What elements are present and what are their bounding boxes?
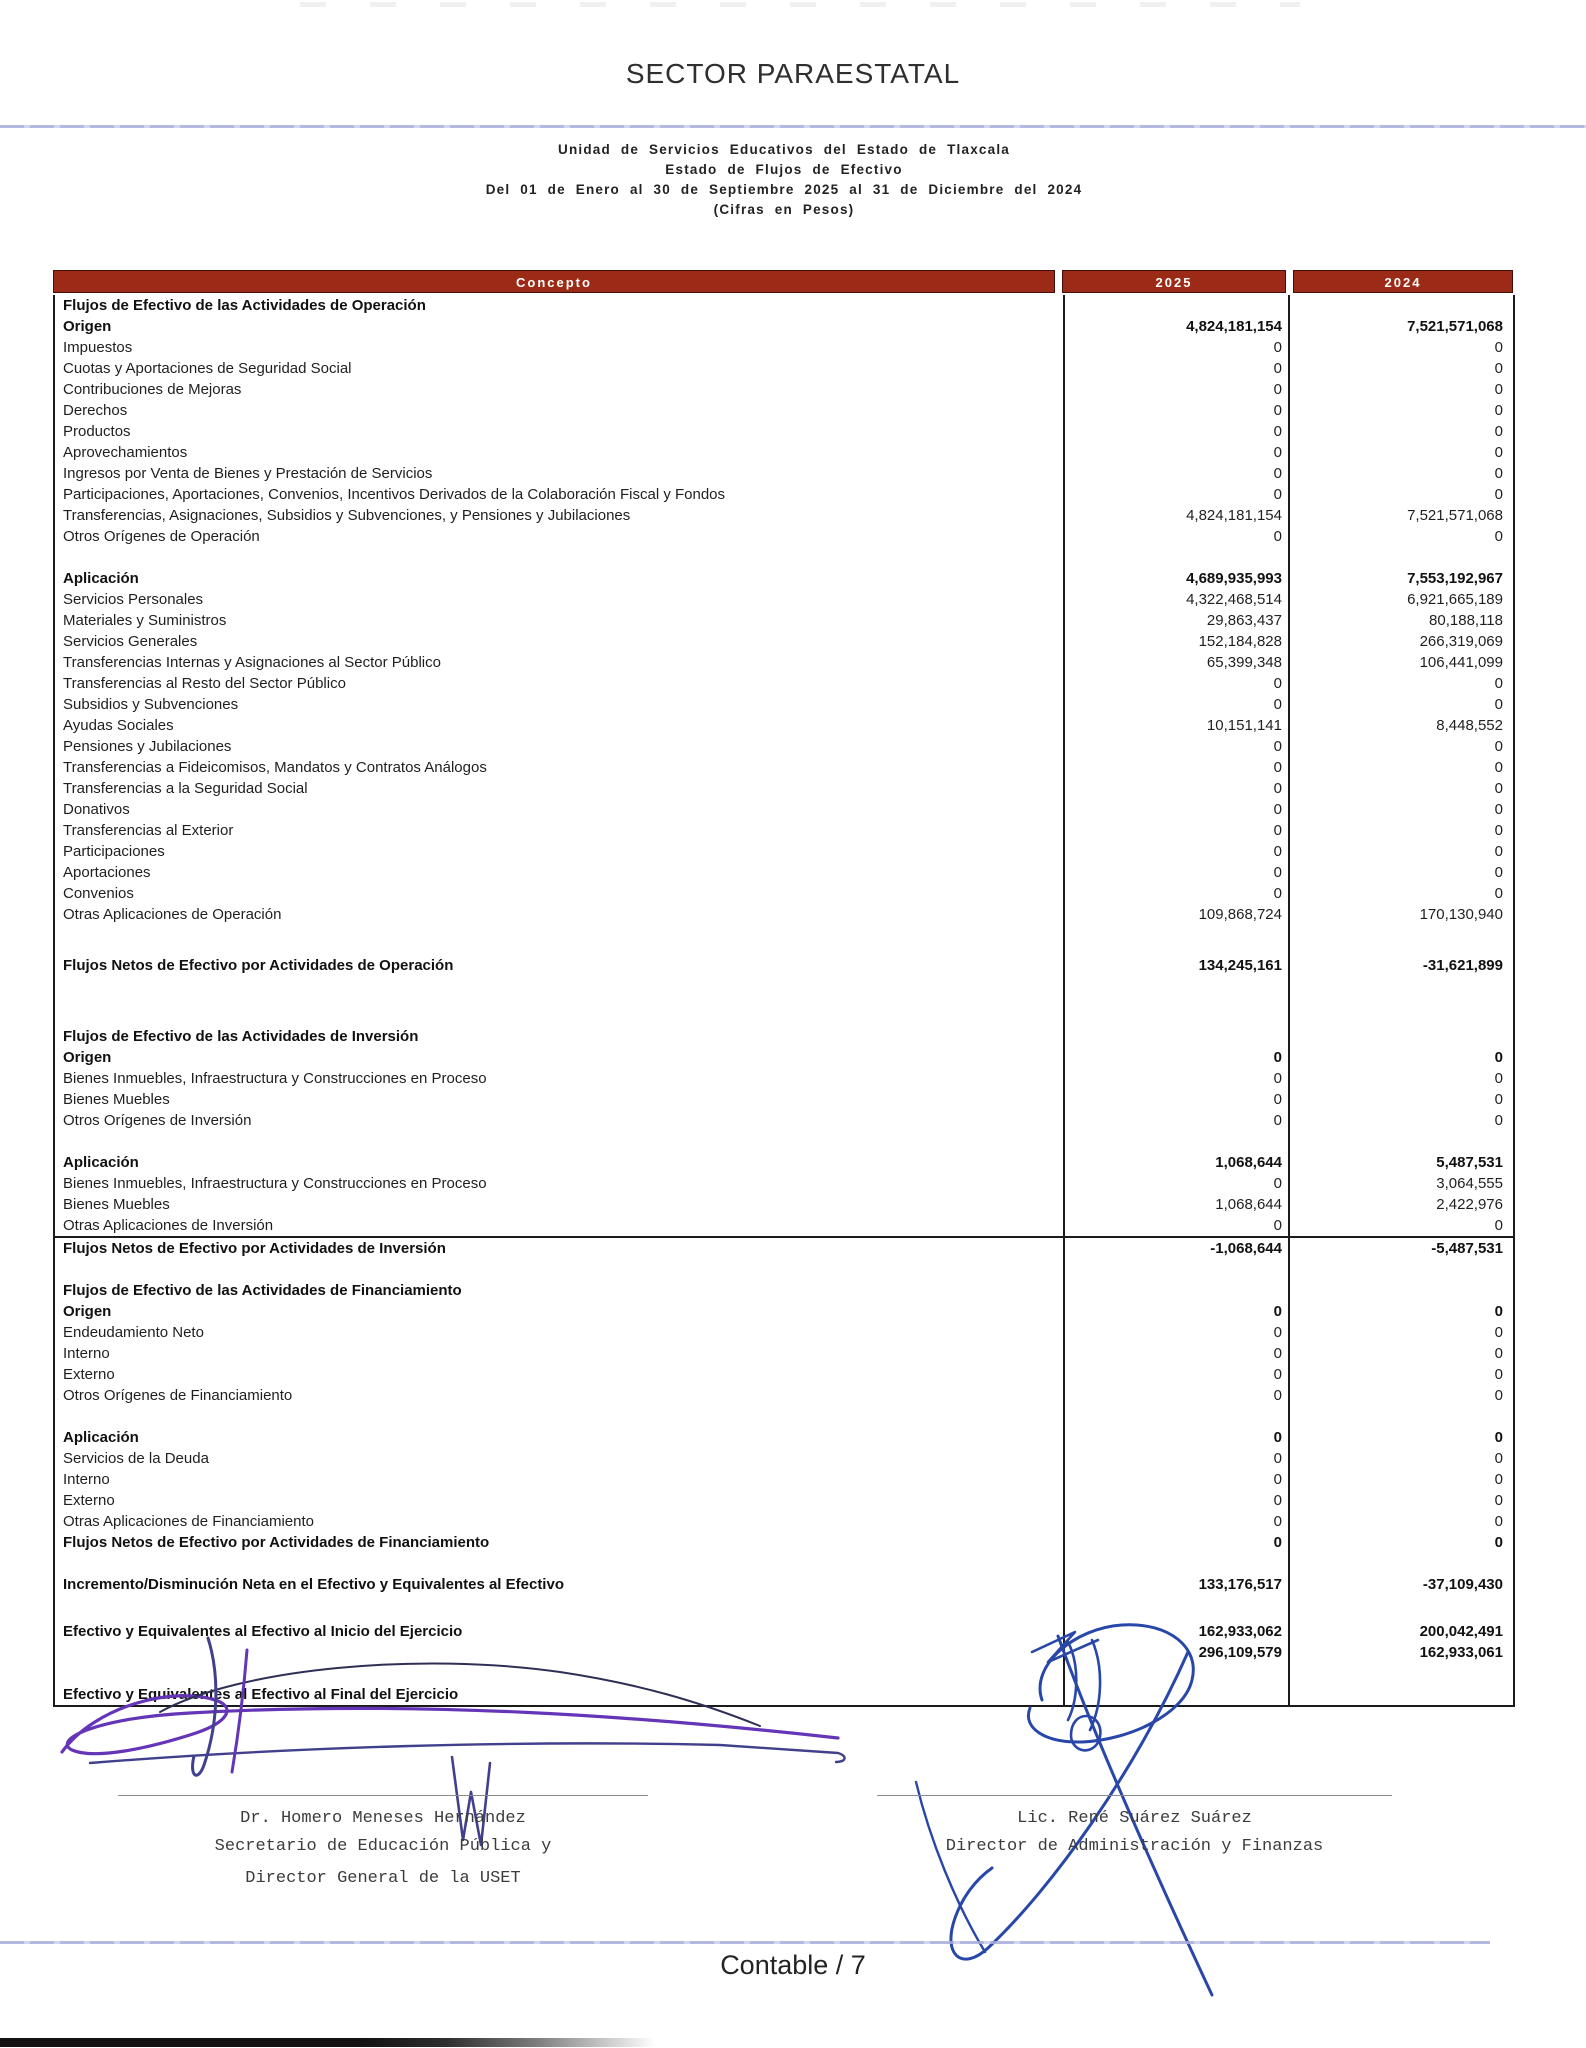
- cell-concepto: Materiales y Suministros: [63, 612, 227, 629]
- cell-concepto: Otras Aplicaciones de Operación: [63, 906, 282, 923]
- cell-2025: 1,068,644: [1063, 1194, 1288, 1215]
- cell-2024: 170,130,940: [1288, 904, 1509, 925]
- cell-2025: 0: [1063, 1215, 1288, 1236]
- table-row: [55, 463, 1513, 484]
- table-row: [55, 442, 1513, 463]
- signatory-right-name: Lic. René Suárez Suárez: [1017, 1809, 1252, 1828]
- cell-concepto: [55, 1663, 1063, 1684]
- cell-2025: 0: [1063, 820, 1288, 841]
- cell-2024: 106,441,099: [1288, 652, 1509, 673]
- table-row: [55, 652, 1513, 673]
- cell-concepto: [55, 925, 1063, 955]
- cell-2025: 0: [1063, 1089, 1288, 1110]
- table-spacer-row: [55, 547, 1513, 568]
- table-row: [55, 1364, 1513, 1385]
- cell-2024: 0: [1288, 421, 1509, 442]
- table-spacer-row: [55, 1595, 1513, 1621]
- cell-2024: 0: [1288, 1343, 1509, 1364]
- cell-2025: 0: [1063, 379, 1288, 400]
- table-row: [55, 316, 1513, 337]
- cell-2025: 0: [1063, 463, 1288, 484]
- cell-2024: 0: [1288, 841, 1509, 862]
- cell-concepto: Donativos: [63, 801, 130, 818]
- cell-2024: [1288, 1280, 1509, 1301]
- cell-2025: 0: [1063, 1511, 1288, 1532]
- cell-2024: 7,521,571,068: [1288, 316, 1509, 337]
- cell-2024: 0: [1288, 1385, 1509, 1406]
- cell-2024: 0: [1288, 442, 1509, 463]
- signatory-left-name: Dr. Homero Meneses Hernández: [240, 1809, 526, 1828]
- cell-2025: -1,068,644: [1063, 1238, 1288, 1259]
- table-row: [55, 1511, 1513, 1532]
- cell-2025: 0: [1063, 1047, 1288, 1068]
- header-divider-line: [0, 125, 1586, 128]
- table-row: [55, 1343, 1513, 1364]
- cell-2024: 162,933,061: [1288, 1642, 1509, 1663]
- table-row: [55, 1532, 1513, 1553]
- cell-2025: 0: [1063, 862, 1288, 883]
- cell-2024: [1288, 1663, 1509, 1684]
- cell-concepto: Transferencias Internas y Asignaciones al Sector Público: [63, 654, 441, 671]
- cell-concepto: Transferencias al Exterior: [63, 822, 234, 839]
- table-row: [55, 1642, 1513, 1663]
- cell-concepto: Efectivo y Equivalentes al Efectivo al Inicio del Ejercicio: [63, 1623, 463, 1640]
- cell-concepto: [55, 1595, 1063, 1621]
- cell-2025: [1063, 1684, 1288, 1705]
- cell-concepto: Origen: [63, 1303, 112, 1320]
- cell-2024: [1288, 1406, 1509, 1427]
- cell-2025: 0: [1063, 1301, 1288, 1322]
- cell-concepto: Cuotas y Aportaciones de Seguridad Social: [63, 360, 352, 377]
- table-spacer-row: [55, 1406, 1513, 1427]
- cell-2025: 0: [1063, 1448, 1288, 1469]
- cell-concepto: Pensiones y Jubilaciones: [63, 738, 232, 755]
- cell-2025: [1063, 1280, 1288, 1301]
- cell-2024: 0: [1288, 1448, 1509, 1469]
- cell-concepto: Bienes Inmuebles, Infraestructura y Construcciones en Proceso: [63, 1070, 487, 1087]
- cell-2024: 0: [1288, 1047, 1509, 1068]
- cell-concepto: Bienes Muebles: [63, 1091, 170, 1108]
- cell-2025: 0: [1063, 736, 1288, 757]
- cell-2025: [1063, 1026, 1288, 1047]
- cell-concepto: Bienes Inmuebles, Infraestructura y Construcciones en Proceso: [63, 1175, 487, 1192]
- cell-2024: 266,319,069: [1288, 631, 1509, 652]
- cell-concepto: Participaciones: [63, 843, 165, 860]
- cell-2024: 0: [1288, 358, 1509, 379]
- cell-2024: 0: [1288, 526, 1509, 547]
- cell-2025: 0: [1063, 1068, 1288, 1089]
- cell-2024: 3,064,555: [1288, 1173, 1509, 1194]
- cell-concepto: [55, 976, 1063, 1026]
- cell-2025: 0: [1063, 484, 1288, 505]
- cell-2024: 0: [1288, 883, 1509, 904]
- cell-concepto: [55, 547, 1063, 568]
- cell-2024: 6,921,665,189: [1288, 589, 1509, 610]
- cell-2024: 0: [1288, 1068, 1509, 1089]
- cell-2025: 4,689,935,993: [1063, 568, 1288, 589]
- cell-2024: 0: [1288, 1532, 1509, 1553]
- table-row: [55, 1322, 1513, 1343]
- cell-concepto: Aportaciones: [63, 864, 151, 881]
- column-header-2024: 2024: [1293, 270, 1513, 293]
- cell-concepto: Flujos de Efectivo de las Actividades de Operación: [63, 297, 426, 314]
- table-row: [55, 904, 1513, 925]
- cell-2024: -37,109,430: [1288, 1574, 1509, 1595]
- cell-2024: 0: [1288, 694, 1509, 715]
- signatory-left-title2: Director General de la USET: [245, 1869, 521, 1888]
- cell-concepto: Interno: [63, 1345, 110, 1362]
- table-row: [55, 1427, 1513, 1448]
- cell-2024: 2,422,976: [1288, 1194, 1509, 1215]
- scan-artifact-bottom: [0, 2038, 655, 2047]
- cell-2024: 0: [1288, 778, 1509, 799]
- cell-2025: 29,863,437: [1063, 610, 1288, 631]
- cell-2025: 0: [1063, 1322, 1288, 1343]
- table-row: [55, 337, 1513, 358]
- table-row: [55, 1215, 1513, 1236]
- signatory-right-title1: Director de Administración y Finanzas: [945, 1837, 1324, 1856]
- cell-2025: 0: [1063, 442, 1288, 463]
- cell-concepto: [55, 1642, 1063, 1663]
- cell-2025: [1063, 1595, 1288, 1621]
- cell-2025: 0: [1063, 673, 1288, 694]
- cell-2024: 200,042,491: [1288, 1621, 1509, 1642]
- cell-concepto: Interno: [63, 1471, 110, 1488]
- table-row: [55, 1194, 1513, 1215]
- cell-2024: 0: [1288, 1301, 1509, 1322]
- cell-2024: 0: [1288, 463, 1509, 484]
- table-row: [55, 862, 1513, 883]
- cell-2024: 0: [1288, 862, 1509, 883]
- table-row: [55, 1068, 1513, 1089]
- cell-2025: 0: [1063, 1532, 1288, 1553]
- cell-2024: 0: [1288, 1364, 1509, 1385]
- table-row: [55, 883, 1513, 904]
- cell-concepto: Subsidios y Subvenciones: [63, 696, 239, 713]
- cell-2025: 0: [1063, 1364, 1288, 1385]
- cell-concepto: Transferencias al Resto del Sector Público: [63, 675, 346, 692]
- cell-2024: 0: [1288, 1490, 1509, 1511]
- cell-2025: [1063, 1406, 1288, 1427]
- cell-concepto: [55, 1259, 1063, 1280]
- table-row: [55, 526, 1513, 547]
- table-row: [55, 1026, 1513, 1047]
- cell-2025: 0: [1063, 694, 1288, 715]
- cell-concepto: Efectivo y Equivalentes al Efectivo al Final del Ejercicio: [63, 1686, 459, 1703]
- table-row: [55, 1173, 1513, 1194]
- cell-2025: [1063, 1131, 1288, 1152]
- scan-artifact-top: [300, 2, 1300, 7]
- cell-concepto: Productos: [63, 423, 131, 440]
- cell-concepto: Otros Orígenes de Inversión: [63, 1112, 252, 1129]
- cell-2025: [1063, 547, 1288, 568]
- cell-2024: 0: [1288, 400, 1509, 421]
- signature-line-right: [877, 1795, 1392, 1796]
- cell-2025: [1063, 1259, 1288, 1280]
- cell-2024: 0: [1288, 1469, 1509, 1490]
- cell-2025: 0: [1063, 400, 1288, 421]
- cell-2025: [1063, 295, 1288, 316]
- column-header-concepto: Concepto: [53, 270, 1055, 293]
- cell-2025: 4,824,181,154: [1063, 505, 1288, 526]
- table-spacer-row: [55, 1553, 1513, 1574]
- table-row: [55, 379, 1513, 400]
- cell-concepto: Ingresos por Venta de Bienes y Prestación de Servicios: [63, 465, 433, 482]
- cell-2024: 7,521,571,068: [1288, 505, 1509, 526]
- cell-2024: 0: [1288, 337, 1509, 358]
- page-footer-label: Contable / 7: [720, 1950, 866, 1980]
- table-row: [55, 1621, 1513, 1642]
- cell-2025: 0: [1063, 526, 1288, 547]
- cell-2024: 0: [1288, 1215, 1509, 1236]
- cell-2024: [1288, 1684, 1509, 1705]
- cell-2025: 0: [1063, 799, 1288, 820]
- cell-2025: 0: [1063, 1469, 1288, 1490]
- table-row: [55, 1574, 1513, 1595]
- cell-2025: [1063, 1553, 1288, 1574]
- document-title-block: [53, 140, 1515, 220]
- table-row: [55, 736, 1513, 757]
- cell-2025: 0: [1063, 757, 1288, 778]
- cell-2025: 133,176,517: [1063, 1574, 1288, 1595]
- cell-concepto: Transferencias, Asignaciones, Subsidios y Subvenciones, y Pensiones y Jubilaciones: [63, 507, 631, 524]
- cell-concepto: Externo: [63, 1366, 115, 1383]
- cell-2025: 4,322,468,514: [1063, 589, 1288, 610]
- table-row: [55, 505, 1513, 526]
- table-spacer-row: [55, 925, 1513, 955]
- signature-line-left: [118, 1795, 648, 1796]
- table-row: [55, 1448, 1513, 1469]
- table-row: [55, 757, 1513, 778]
- cell-2024: 0: [1288, 1427, 1509, 1448]
- table-row: [55, 358, 1513, 379]
- cell-2025: 0: [1063, 883, 1288, 904]
- table-row: [55, 1089, 1513, 1110]
- cell-2024: 0: [1288, 1322, 1509, 1343]
- cell-2024: [1288, 547, 1509, 568]
- table-row: [55, 1236, 1513, 1259]
- table-row: [55, 589, 1513, 610]
- cell-concepto: Origen: [63, 318, 112, 335]
- cell-2025: 0: [1063, 337, 1288, 358]
- table-row: [55, 694, 1513, 715]
- cell-2024: [1288, 1259, 1509, 1280]
- signatory-left: [118, 1805, 648, 1893]
- cell-concepto: Flujos Netos de Efectivo por Actividades de Inversión: [63, 1240, 446, 1257]
- cell-concepto: Flujos Netos de Efectivo por Actividades de Operación: [63, 957, 454, 974]
- units-line: (Cifras en Pesos): [713, 202, 855, 217]
- cell-2025: 65,399,348: [1063, 652, 1288, 673]
- cell-2024: 0: [1288, 1110, 1509, 1131]
- cell-2024: [1288, 1131, 1509, 1152]
- table-row: [55, 1280, 1513, 1301]
- cell-concepto: Aplicación: [63, 1429, 139, 1446]
- cell-concepto: Otros Orígenes de Operación: [63, 528, 260, 545]
- cell-2025: 109,868,724: [1063, 904, 1288, 925]
- cell-2025: 0: [1063, 421, 1288, 442]
- cell-2025: 0: [1063, 778, 1288, 799]
- footer-divider-line: [0, 1941, 1490, 1944]
- table-row: [55, 1684, 1513, 1705]
- cell-concepto: Ayudas Sociales: [63, 717, 174, 734]
- cell-2025: 152,184,828: [1063, 631, 1288, 652]
- table-spacer-row: [55, 976, 1513, 1026]
- table-row: [55, 631, 1513, 652]
- cell-2025: 296,109,579: [1063, 1642, 1288, 1663]
- cell-2024: 0: [1288, 820, 1509, 841]
- cell-2024: 0: [1288, 379, 1509, 400]
- cell-2025: 0: [1063, 1490, 1288, 1511]
- table-row: [55, 1301, 1513, 1322]
- cell-2024: [1288, 976, 1509, 1026]
- cell-concepto: Contribuciones de Mejoras: [63, 381, 242, 398]
- cell-2024: 0: [1288, 1089, 1509, 1110]
- cell-concepto: Participaciones, Aportaciones, Convenios, Incentivos Derivados de la Colaboración Fiscal y Fondos: [63, 486, 726, 503]
- cell-2024: 0: [1288, 736, 1509, 757]
- cell-concepto: Bienes Muebles: [63, 1196, 170, 1213]
- cell-2025: 4,824,181,154: [1063, 316, 1288, 337]
- table-row: [55, 1469, 1513, 1490]
- cell-2024: 0: [1288, 673, 1509, 694]
- period-line: Del 01 de Enero al 30 de Septiembre 2025 al 31 de Diciembre del 2024: [485, 182, 1083, 197]
- table-row: [55, 820, 1513, 841]
- cell-concepto: Externo: [63, 1492, 115, 1509]
- cell-concepto: Aplicación: [63, 570, 139, 587]
- table-row: [55, 1490, 1513, 1511]
- table-row: [55, 568, 1513, 589]
- table-row: [55, 841, 1513, 862]
- cell-concepto: Aprovechamientos: [63, 444, 188, 461]
- column-header-2025: 2025: [1062, 270, 1286, 293]
- table-body: [53, 295, 1515, 1707]
- page-title: SECTOR PARAESTATAL: [625, 58, 961, 89]
- cell-2024: 5,487,531: [1288, 1152, 1509, 1173]
- cell-2024: 0: [1288, 757, 1509, 778]
- cell-concepto: Incremento/Disminución Neta en el Efectivo y Equivalentes al Efectivo: [63, 1576, 564, 1593]
- cell-2025: 134,245,161: [1063, 955, 1288, 976]
- cash-flow-table: [53, 270, 1515, 1707]
- cell-concepto: Origen: [63, 1049, 112, 1066]
- cell-concepto: Servicios Personales: [63, 591, 204, 608]
- table-row: [55, 1047, 1513, 1068]
- table-spacer-row: [55, 1259, 1513, 1280]
- cell-2025: [1063, 1663, 1288, 1684]
- table-row: [55, 1385, 1513, 1406]
- table-row: [55, 673, 1513, 694]
- cell-2024: 0: [1288, 484, 1509, 505]
- cell-2024: [1288, 295, 1509, 316]
- table-row: [55, 799, 1513, 820]
- table-row: [55, 715, 1513, 736]
- cell-2024: 80,188,118: [1288, 610, 1509, 631]
- cell-concepto: Impuestos: [63, 339, 133, 356]
- signatory-left-title1: Secretario de Educación Pública y: [214, 1837, 552, 1856]
- cell-concepto: Aplicación: [63, 1154, 139, 1171]
- cell-2024: 0: [1288, 1511, 1509, 1532]
- cell-concepto: Derechos: [63, 402, 128, 419]
- cell-2024: [1288, 1553, 1509, 1574]
- table-spacer-row: [55, 1663, 1513, 1684]
- cell-2024: [1288, 1026, 1509, 1047]
- cell-concepto: [55, 1406, 1063, 1427]
- table-spacer-row: [55, 1131, 1513, 1152]
- cell-2025: 162,933,062: [1063, 1621, 1288, 1642]
- cell-2025: 0: [1063, 1385, 1288, 1406]
- cell-2024: 0: [1288, 799, 1509, 820]
- cell-concepto: Otros Orígenes de Financiamiento: [63, 1387, 293, 1404]
- table-row: [55, 400, 1513, 421]
- statement-name: Estado de Flujos de Efectivo: [665, 162, 903, 177]
- cell-concepto: Transferencias a la Seguridad Social: [63, 780, 308, 797]
- cell-concepto: Otras Aplicaciones de Financiamiento: [63, 1513, 314, 1530]
- cell-2024: 8,448,552: [1288, 715, 1509, 736]
- cell-2025: 0: [1063, 1343, 1288, 1364]
- cell-2025: 1,068,644: [1063, 1152, 1288, 1173]
- cell-2025: 0: [1063, 1173, 1288, 1194]
- cell-2025: 0: [1063, 1427, 1288, 1448]
- table-row: [55, 484, 1513, 505]
- cell-concepto: Flujos de Efectivo de las Actividades de Inversión: [63, 1028, 419, 1045]
- signatory-right: [877, 1805, 1392, 1861]
- table-row: [55, 295, 1513, 316]
- cell-2025: [1063, 976, 1288, 1026]
- cell-concepto: [55, 1131, 1063, 1152]
- cell-concepto: Otras Aplicaciones de Inversión: [63, 1217, 274, 1234]
- cell-concepto: Servicios Generales: [63, 633, 198, 650]
- cell-concepto: Servicios de la Deuda: [63, 1450, 209, 1467]
- cell-2025: 10,151,141: [1063, 715, 1288, 736]
- cell-2025: 0: [1063, 841, 1288, 862]
- cell-concepto: [55, 1553, 1063, 1574]
- table-header: [53, 270, 1515, 295]
- entity-name: Unidad de Servicios Educativos del Estado de Tlaxcala: [558, 142, 1010, 157]
- table-row: [55, 1152, 1513, 1173]
- cell-2024: -31,621,899: [1288, 955, 1509, 976]
- table-row: [55, 1110, 1513, 1131]
- cell-2025: 0: [1063, 358, 1288, 379]
- table-row: [55, 778, 1513, 799]
- cell-concepto: Flujos Netos de Efectivo por Actividades de Financiamiento: [63, 1534, 490, 1551]
- table-row: [55, 421, 1513, 442]
- cell-2024: -5,487,531: [1288, 1238, 1509, 1259]
- cell-2024: [1288, 1595, 1509, 1621]
- cell-2025: 0: [1063, 1110, 1288, 1131]
- cell-2025: [1063, 925, 1288, 955]
- cell-concepto: Endeudamiento Neto: [63, 1324, 204, 1341]
- cell-2024: 7,553,192,967: [1288, 568, 1509, 589]
- cell-2024: [1288, 925, 1509, 955]
- cell-concepto: Transferencias a Fideicomisos, Mandatos y Contratos Análogos: [63, 759, 487, 776]
- cell-concepto: Convenios: [63, 885, 134, 902]
- table-row: [55, 955, 1513, 976]
- cell-concepto: Flujos de Efectivo de las Actividades de Financiamiento: [63, 1282, 462, 1299]
- table-row: [55, 610, 1513, 631]
